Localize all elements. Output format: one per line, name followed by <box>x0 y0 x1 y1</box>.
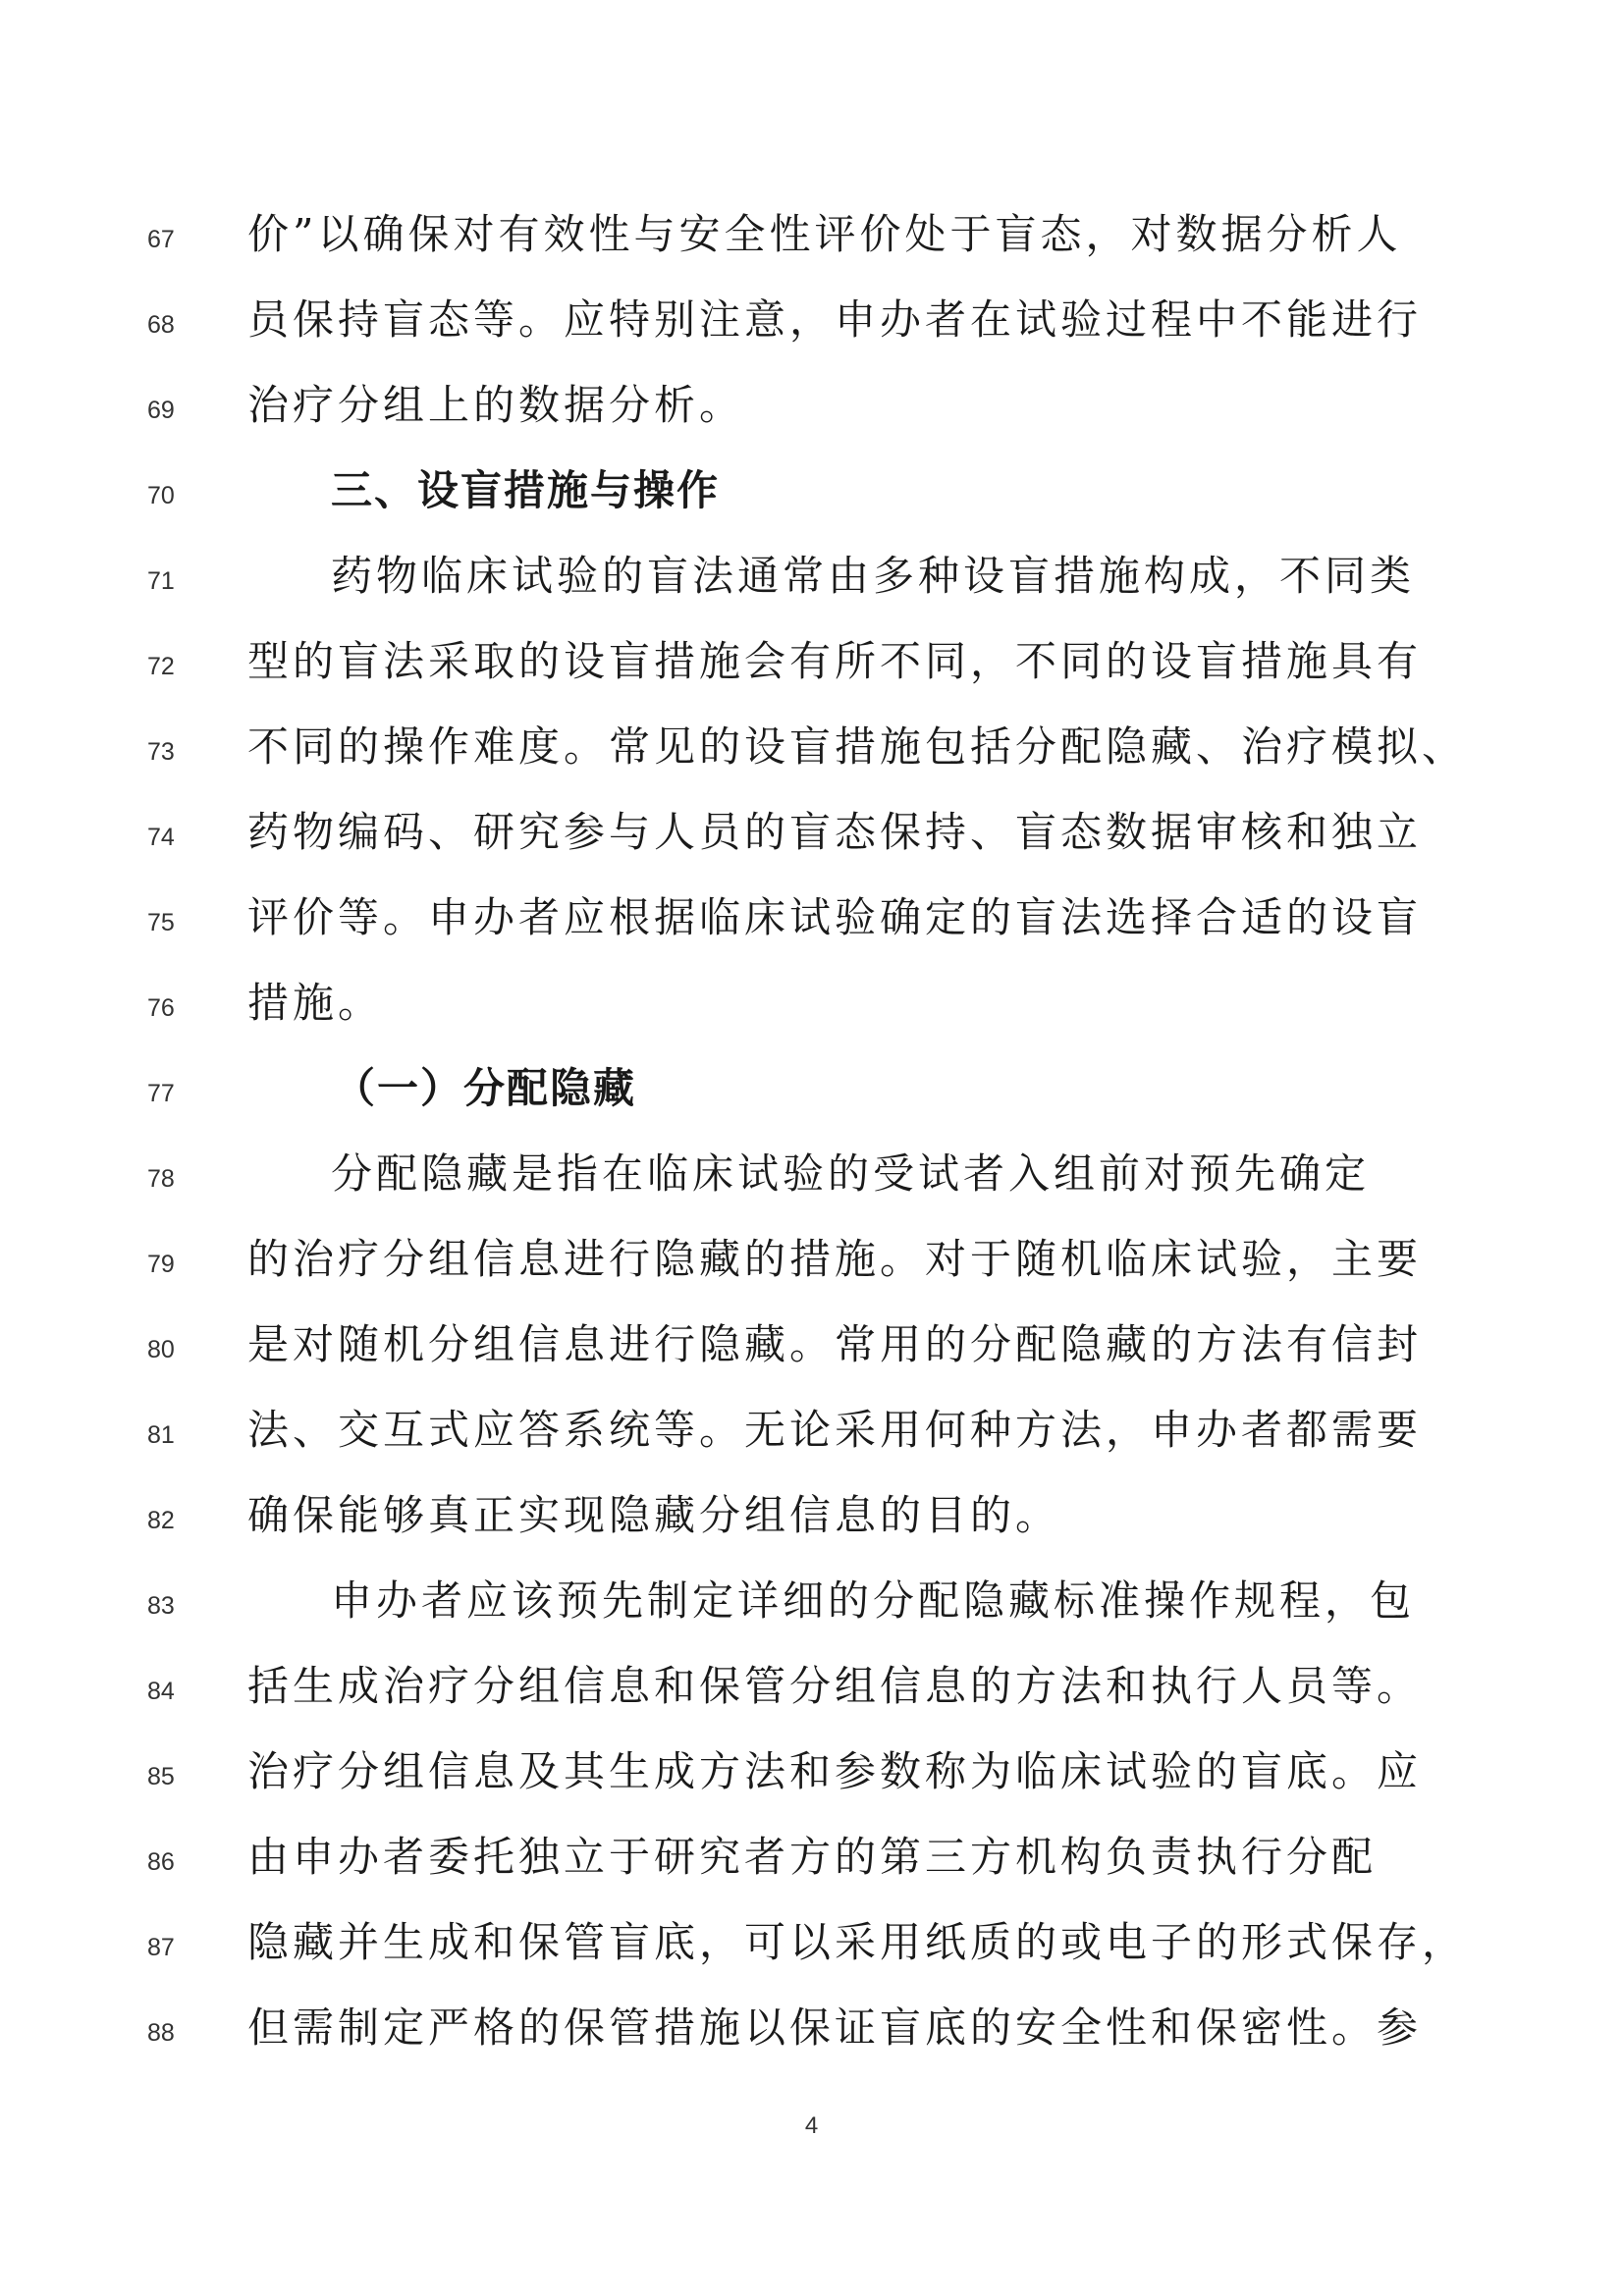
line-number: 70 <box>147 482 175 509</box>
line-85 <box>0 1736 1623 1822</box>
line-text: 申办者应该预先制定详细的分配隐藏标准操作规程，包 <box>331 1576 1416 1625</box>
line-number: 71 <box>147 567 175 595</box>
line-76 <box>0 968 1623 1053</box>
line-72 <box>0 626 1623 712</box>
line-83 <box>0 1566 1623 1651</box>
line-text: 治疗分组上的数据分析。 <box>247 381 745 429</box>
line-text: 是对随机分组信息进行隐藏。常用的分配隐藏的方法有信封 <box>247 1320 1423 1368</box>
line-text: 法、交互式应答系统等。无论采用何种方法，申办者都需要 <box>247 1406 1423 1454</box>
line-68 <box>0 285 1623 370</box>
line-number: 86 <box>147 1848 175 1876</box>
line-text: 隐藏并生成和保管盲底，可以采用纸质的或电子的形式保存， <box>247 1918 1468 1966</box>
line-number: 74 <box>147 824 175 851</box>
line-text: 措施。 <box>247 979 384 1027</box>
line-text: 但需制定严格的保管措施以保证盲底的安全性和保密性。参 <box>247 2003 1423 2052</box>
line-81 <box>0 1395 1623 1480</box>
line-82 <box>0 1480 1623 1566</box>
line-number: 83 <box>147 1592 175 1620</box>
line-number: 80 <box>147 1336 175 1363</box>
line-number: 82 <box>147 1507 175 1534</box>
line-number: 76 <box>147 994 175 1022</box>
line-text: 不同的操作难度。常见的设盲措施包括分配隐藏、治疗模拟、 <box>247 722 1468 771</box>
line-88 <box>0 1993 1623 2078</box>
line-number: 67 <box>147 226 175 253</box>
line-74 <box>0 797 1623 882</box>
line-75 <box>0 882 1623 968</box>
line-text: 括生成治疗分组信息和保管分组信息的方法和执行人员等。 <box>247 1662 1423 1710</box>
line-number: 84 <box>147 1678 175 1705</box>
line-text: 评价等。申办者应根据临床试验确定的盲法选择合适的设盲 <box>247 893 1423 941</box>
line-67 <box>0 199 1623 285</box>
line-text: 由申办者委托独立于研究者方的第三方机构负责执行分配 <box>247 1833 1378 1881</box>
line-number: 85 <box>147 1763 175 1790</box>
line-number: 68 <box>147 311 175 339</box>
line-87 <box>0 1907 1623 1993</box>
line-text: 分配隐藏是指在临床试验的受试者入组前对预先确定 <box>331 1149 1371 1198</box>
line-79 <box>0 1224 1623 1309</box>
line-69 <box>0 370 1623 455</box>
line-number: 88 <box>147 2019 175 2047</box>
line-number: 72 <box>147 653 175 680</box>
line-number: 79 <box>147 1251 175 1278</box>
line-70 <box>0 455 1623 541</box>
line-78 <box>0 1139 1623 1224</box>
line-86 <box>0 1822 1623 1907</box>
line-text: 治疗分组信息及其生成方法和参数称为临床试验的盲底。应 <box>247 1747 1423 1795</box>
line-71 <box>0 541 1623 626</box>
line-73 <box>0 712 1623 797</box>
subsection-heading: （一）分配隐藏 <box>334 1064 637 1112</box>
line-number: 87 <box>147 1934 175 1961</box>
line-80 <box>0 1309 1623 1395</box>
section-heading: 三、设盲措施与操作 <box>331 466 721 514</box>
line-text: 药物临床试验的盲法通常由多种设盲措施构成，不同类 <box>331 552 1416 600</box>
line-84 <box>0 1651 1623 1736</box>
line-number: 73 <box>147 738 175 766</box>
line-text: 价”以确保对有效性与安全性评价处于盲态，对数据分析人 <box>247 210 1402 258</box>
line-number: 78 <box>147 1165 175 1193</box>
line-text: 确保能够真正实现隐藏分组信息的目的。 <box>247 1491 1061 1539</box>
page-number: 4 <box>804 2112 819 2139</box>
line-text: 药物编码、研究参与人员的盲态保持、盲态数据审核和独立 <box>247 808 1423 856</box>
line-number: 69 <box>147 397 175 424</box>
line-number: 81 <box>147 1421 175 1449</box>
line-text: 的治疗分组信息进行隐藏的措施。对于随机临床试验，主要 <box>247 1235 1423 1283</box>
line-text: 员保持盲态等。应特别注意，申办者在试验过程中不能进行 <box>247 295 1423 344</box>
line-number: 75 <box>147 909 175 936</box>
line-text: 型的盲法采取的设盲措施会有所不同，不同的设盲措施具有 <box>247 637 1423 685</box>
line-77 <box>0 1053 1623 1139</box>
line-number: 77 <box>147 1080 175 1107</box>
